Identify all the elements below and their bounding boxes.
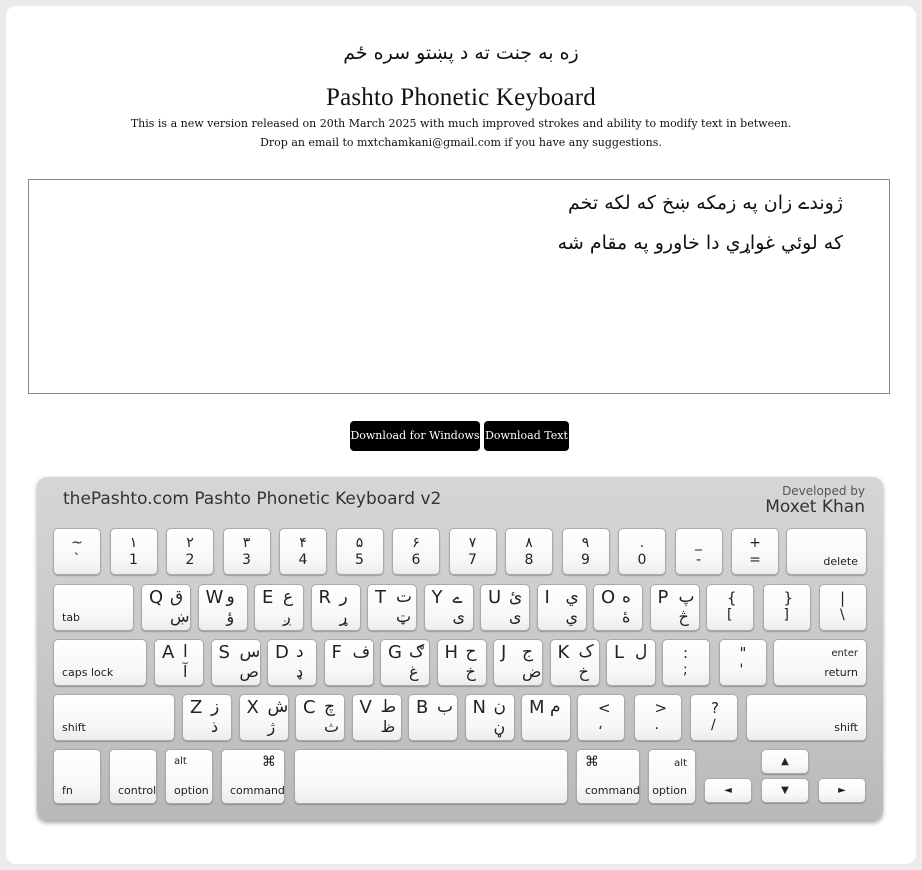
keyboard-title: thePashto.com Pashto Phonetic Keyboard v2 [63, 489, 442, 509]
key-bottom-char: 9 [581, 552, 590, 568]
key-pashto-shift-char: ى [509, 607, 522, 626]
key-bottom-char: \ [840, 607, 845, 623]
key-pashto-char: ک [578, 642, 594, 662]
symbol-key[interactable] [763, 584, 811, 631]
letter-key[interactable] [352, 694, 402, 741]
symbol-key[interactable] [690, 694, 738, 741]
key-top-char: _ [695, 535, 702, 551]
delete-key[interactable]: delete [786, 528, 867, 575]
key-latin-letter: V [359, 697, 372, 718]
key-pashto-shift-char: خ [578, 662, 589, 681]
key-latin-letter: J [501, 642, 507, 663]
pashto-text-editor[interactable] [28, 179, 890, 394]
key-bottom-char: 1 [129, 552, 138, 568]
key-top-char: ٧ [468, 535, 477, 551]
contact-info: Drop an email to mxtchamkani@gmail.com if you have any suggestions. [260, 136, 662, 149]
letter-key[interactable] [550, 639, 600, 686]
arrow-right-key[interactable]: ► [818, 778, 866, 803]
key-pashto-char: ط [380, 697, 397, 717]
key-pashto-char: و [226, 587, 235, 607]
control-key[interactable]: control [109, 749, 157, 804]
key-latin-letter: I [544, 587, 550, 608]
key-pashto-shift-char: ښ [170, 607, 190, 626]
key-latin-letter: E [262, 587, 274, 608]
key-latin-letter: G [388, 642, 402, 663]
key-latin-letter: Y [431, 587, 443, 608]
symbol-key[interactable] [634, 694, 682, 741]
release-info: This is a new version released on 20th March 2025 with much improved strokes and ability to modify text in between. [130, 117, 792, 130]
key-pashto-shift-char: ؤ [226, 607, 235, 626]
key-top-char: ١ [129, 535, 138, 551]
editor-line: ژوندے زان په زمکه ښخ که لکه تخم [567, 192, 843, 214]
key-latin-letter: T [375, 587, 386, 608]
letter-key[interactable] [239, 694, 289, 741]
right-shift-key[interactable]: shift [746, 694, 867, 741]
key-pashto-shift-char: ږ [283, 607, 292, 626]
left-option-key[interactable]: alt option [165, 749, 213, 804]
key-latin-letter: O [601, 587, 616, 608]
key-latin-letter: F [331, 642, 342, 663]
key-pashto-char: ئ [509, 587, 523, 607]
key-pashto-shift-char: آ [183, 662, 188, 681]
key-pashto-char: م [550, 697, 561, 717]
key-pashto-shift-char: ډ [296, 662, 304, 681]
letter-key[interactable] [480, 584, 530, 631]
letter-key[interactable] [198, 584, 248, 631]
download-text-button[interactable]: Download Text [484, 421, 569, 451]
number-key[interactable] [449, 528, 497, 575]
key-pashto-shift-char: ض [522, 662, 542, 681]
pashto-tagline: زه به جنت ته د پښتو سره ځم [343, 42, 579, 64]
letter-key[interactable] [154, 639, 204, 686]
letter-key[interactable] [311, 584, 361, 631]
key-pashto-shift-char: ي [565, 607, 579, 626]
key-latin-letter: K [557, 642, 570, 663]
left-command-key[interactable]: ⌘ command [221, 749, 285, 804]
key-bottom-char: 7 [468, 552, 477, 568]
key-pashto-char: د [296, 642, 304, 662]
number-key[interactable] [223, 528, 271, 575]
key-pashto-char: ت [396, 587, 413, 607]
key-latin-letter: N [472, 697, 486, 718]
key-pashto-shift-char: ټ [396, 607, 412, 626]
key-latin-letter: P [657, 587, 669, 608]
key-pashto-shift-char: څ [678, 607, 689, 626]
number-key[interactable] [731, 528, 779, 575]
key-latin-letter: A [162, 642, 175, 663]
key-latin-letter: S [218, 642, 230, 663]
key-pashto-char: ح [465, 642, 477, 662]
key-latin-letter: Z [190, 697, 203, 718]
key-bottom-char: = [749, 552, 761, 568]
key-pashto-shift-char: ړ [339, 607, 348, 626]
key-bottom-char: ` [73, 552, 81, 568]
number-key[interactable] [618, 528, 666, 575]
key-pashto-char: ز [211, 697, 220, 717]
key-top-char: ٨ [525, 535, 533, 551]
key-pashto-shift-char: ژ [267, 717, 276, 736]
key-pashto-char: ي [565, 587, 579, 607]
key-top-char: ۶ [412, 535, 420, 551]
key-top-char: ٣ [242, 535, 251, 551]
left-shift-key[interactable]: shift [53, 694, 175, 741]
key-top-char: ۵ [355, 535, 364, 551]
number-key[interactable] [53, 528, 101, 575]
key-pashto-shift-char: ڼ [493, 717, 506, 736]
key-bottom-char: ، [598, 717, 603, 733]
key-latin-letter: W [205, 587, 224, 608]
key-pashto-char: ل [635, 642, 648, 662]
arrow-left-key[interactable]: ◄ [704, 778, 752, 803]
letter-key[interactable] [211, 639, 261, 686]
key-top-char: ۴ [299, 535, 307, 551]
editor-line: که لوئي غواړي دا خاورو په مقام شه [557, 232, 843, 254]
key-latin-letter: U [488, 587, 502, 608]
letter-key[interactable] [606, 639, 656, 686]
number-key[interactable] [336, 528, 384, 575]
key-top-char: ٢ [186, 535, 194, 551]
letter-key[interactable] [521, 694, 571, 741]
key-pashto-shift-char: ص [239, 662, 259, 681]
key-pashto-shift-char: ذ [211, 717, 219, 736]
key-top-char: + [749, 535, 761, 551]
key-latin-letter: C [303, 697, 316, 718]
caps-lock-key[interactable]: caps lock [53, 639, 147, 686]
key-bottom-char: [ [727, 607, 733, 623]
key-pashto-shift-char: ی [452, 607, 466, 626]
key-pashto-char: س [239, 642, 261, 662]
key-top-char: { [727, 589, 737, 607]
key-pashto-char: ج [522, 642, 533, 662]
key-bottom-char: 0 [637, 552, 647, 568]
key-top-char: > [654, 699, 668, 717]
key-top-char: | [840, 589, 846, 607]
key-bottom-char: . [654, 717, 659, 733]
space-bar[interactable] [294, 749, 568, 804]
letter-key[interactable] [593, 584, 643, 631]
letter-key[interactable] [182, 694, 232, 741]
key-pashto-char: پ [678, 587, 695, 607]
key-bottom-char: ' [739, 662, 744, 678]
key-pashto-shift-char: غ [409, 662, 419, 681]
key-pashto-shift-char: خ [465, 662, 476, 681]
key-top-char: ~ [71, 535, 83, 551]
letter-key[interactable] [537, 584, 587, 631]
key-bottom-char: / [711, 717, 716, 733]
key-pashto-char: ر [339, 587, 348, 607]
key-bottom-char: 6 [411, 552, 421, 568]
developer-label: Developed by [782, 484, 865, 498]
number-key[interactable] [505, 528, 553, 575]
key-bottom-char: 5 [355, 552, 364, 568]
download-windows-button[interactable]: Download for Windows [350, 421, 480, 451]
number-key[interactable] [392, 528, 440, 575]
key-top-char: " [739, 644, 747, 662]
letter-key[interactable] [267, 639, 317, 686]
letter-key[interactable] [141, 584, 191, 631]
letter-key[interactable] [324, 639, 374, 686]
symbol-key[interactable] [719, 639, 767, 686]
key-pashto-char: ګ [409, 642, 425, 662]
key-pashto-char: ب [437, 697, 454, 717]
key-pashto-char: چ [324, 697, 335, 717]
letter-key[interactable] [254, 584, 304, 631]
tab-key[interactable]: tab [53, 584, 134, 631]
fn-key[interactable]: fn [53, 749, 101, 804]
page-title: Pashto Phonetic Keyboard [325, 84, 597, 111]
symbol-key[interactable] [706, 584, 754, 631]
key-pashto-char: ا [183, 642, 188, 662]
letter-key[interactable] [437, 639, 487, 686]
number-key[interactable] [562, 528, 610, 575]
key-latin-letter: B [416, 697, 429, 718]
key-latin-letter: Q [149, 587, 164, 608]
key-pashto-char: ق [170, 587, 184, 607]
key-top-char: ٩ [581, 535, 590, 551]
key-pashto-char: ه [622, 587, 631, 607]
symbol-key[interactable] [662, 639, 710, 686]
key-top-char: . [639, 535, 645, 551]
key-pashto-shift-char: ظ [380, 717, 396, 736]
letter-key[interactable] [408, 694, 458, 741]
number-key[interactable] [166, 528, 214, 575]
right-option-key[interactable]: alt option [648, 749, 696, 804]
key-bottom-char: 8 [524, 552, 534, 568]
symbol-key[interactable] [577, 694, 625, 741]
number-key[interactable] [279, 528, 327, 575]
onscreen-keyboard [37, 476, 883, 820]
letter-key[interactable] [424, 584, 474, 631]
key-pashto-char: ش [267, 697, 289, 717]
key-pashto-char: ع [283, 587, 294, 607]
right-command-key[interactable]: ⌘ command [576, 749, 640, 804]
key-latin-letter: L [614, 642, 625, 663]
key-top-char: : [683, 644, 689, 662]
developer-name: Moxet Khan [765, 497, 865, 517]
number-key[interactable] [110, 528, 158, 575]
arrow-up-key[interactable]: ▲ [761, 749, 809, 774]
letter-key[interactable] [367, 584, 417, 631]
key-bottom-char: 2 [185, 552, 195, 568]
key-latin-letter: D [275, 642, 289, 663]
key-latin-letter: M [529, 697, 545, 718]
arrow-down-key[interactable]: ▼ [761, 778, 809, 803]
key-top-char: } [783, 589, 794, 607]
key-top-char: < [598, 699, 611, 717]
key-latin-letter: X [246, 697, 259, 718]
key-latin-letter: R [318, 587, 332, 608]
key-bottom-char: - [695, 552, 702, 568]
key-pashto-char: ے [452, 588, 463, 608]
letter-key[interactable] [650, 584, 700, 631]
key-bottom-char: 4 [298, 552, 308, 568]
key-latin-letter: H [444, 642, 459, 663]
key-pashto-shift-char: ث [324, 717, 340, 736]
letter-key[interactable] [295, 694, 345, 741]
letter-key[interactable] [465, 694, 515, 741]
key-pashto-char: ن [493, 697, 506, 717]
number-key[interactable] [675, 528, 723, 575]
key-bottom-char: 3 [242, 552, 251, 568]
letter-key[interactable] [380, 639, 430, 686]
letter-key[interactable] [493, 639, 543, 686]
symbol-key[interactable] [819, 584, 867, 631]
key-bottom-char: ; [683, 662, 688, 678]
enter-key[interactable]: enter return [773, 639, 867, 686]
key-bottom-char: ] [783, 607, 789, 623]
key-pashto-shift-char: ۀ [622, 607, 631, 626]
key-pashto-char: ف [352, 642, 371, 662]
key-top-char: ? [711, 699, 719, 717]
